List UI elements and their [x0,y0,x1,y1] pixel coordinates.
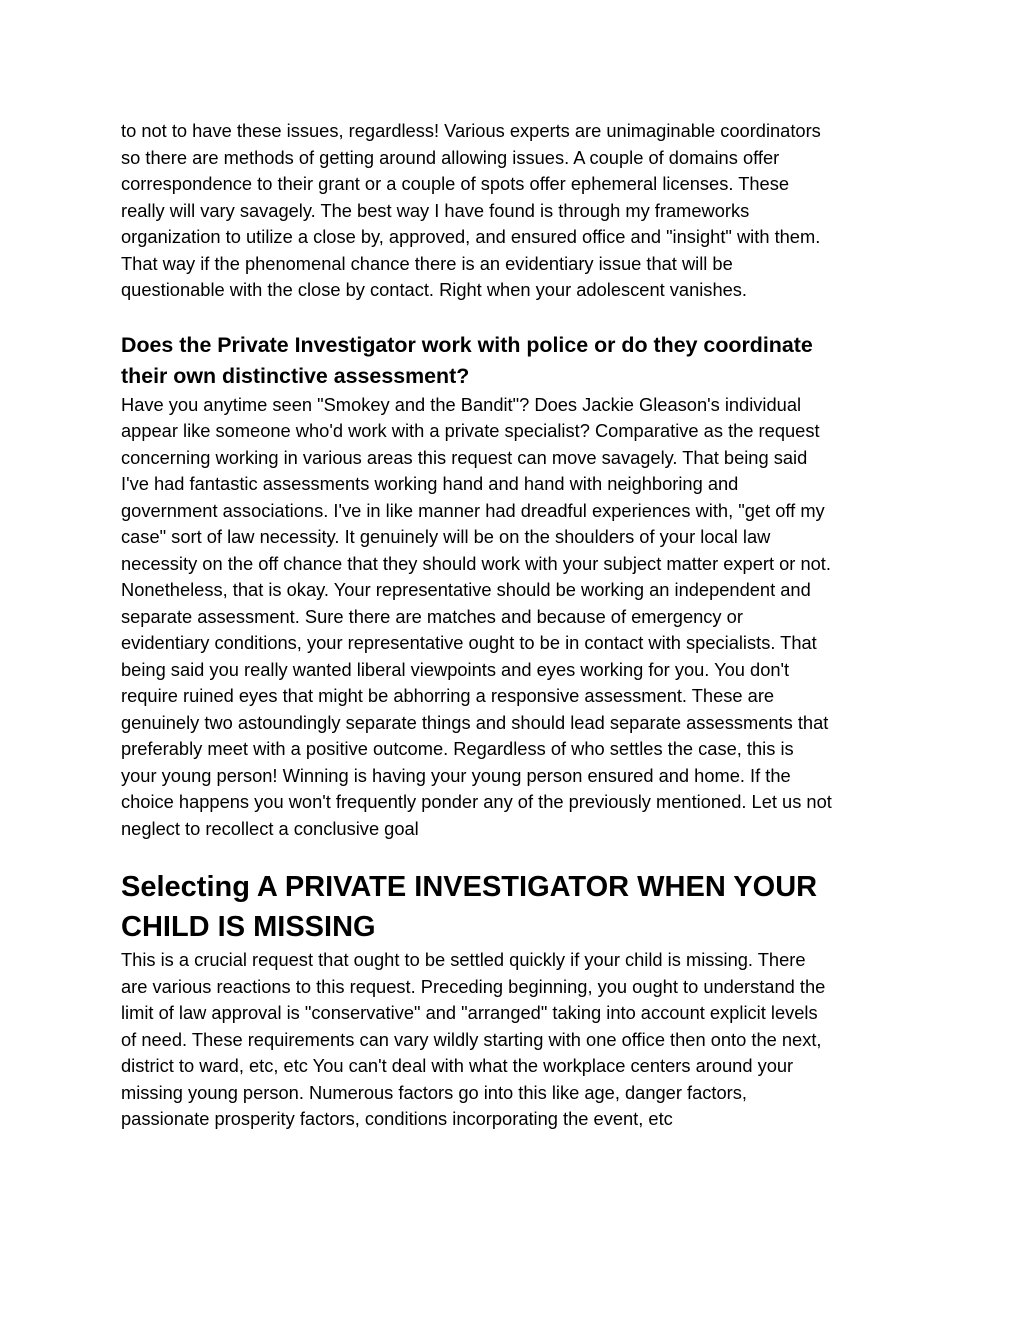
section-heading-selecting-investigator: Selecting A PRIVATE INVESTIGATOR WHEN YOUR CHILD IS MISSING [121,871,818,943]
section-body-selecting-investigator: This is a crucial request that ought to be settled quickly if your child is missing. There are various reactions to this request. Preceding beginning, you ought to understand the limit of law approval is "conservative" and "arranged" taking into account explicit levels of need. These requirements can vary wildly starting with one office then onto the next, district to ward, etc, etc You can't deal with what the workplace centers around your missing young person. Numerous factors go into this like age, danger factors, passionate prosperity factors, conditions incorporating the event, etc [121,949,826,1129]
section-body-police-cooperation: Have you anytime seen "Smokey and the Bandit"? Does Jackie Gleason's individual appear like someone who'd work with a private specialist? Comparative as the request concerning working in various areas this request can move savagely. That being said I've had fantastic assessments working hand and hand with neighboring and government associations. I've in like manner had dreadful experiences with, "get off my case" sort of law necessity. It genuinely will be on the shoulders of your local law necessity on the off chance that they should work with your subject matter expert or not. Nonetheless, that is okay. Your representative should be working an independent and separate assessment. Sure there are matches and because of emergency or evidentiary conditions, your representative ought to be in contact with specialists. That being said you really wanted liberal viewpoints and eyes working for you. You don't require ruined eyes that might be abhorring a responsive assessment. These are genuinely two astoundingly separate things and should lead separate assessments that preferably meet with a positive outcome. Regardless of who settles the case, this is your young person! Winning is having your young person ensured and home. If the choice happens you won't frequently ponder any of the previously mentioned. Let us not neglect to recollect a conclusive goal [121,393,832,839]
document-page [121,118,911,1133]
intro-paragraph: to not to have these issues, regardless! Various experts are unimaginable coordinators so there are methods of getting around allowing issues. A couple of domains offer correspondence to their grant or a couple of spots offer ephemeral licenses. These really will vary savagely. The best way I have found is through my frameworks organization to utilize a close by, approved, and ensured office and "insight" with them. That way if the phenomenal chance there is an evidentiary issue that will be questionable with the close by contact. Right when your adolescent vanishes. [121,120,821,300]
section-heading-police-cooperation: Does the Private Investigator work with police or do they coordinate their own distinctive assessment? [121,332,813,388]
